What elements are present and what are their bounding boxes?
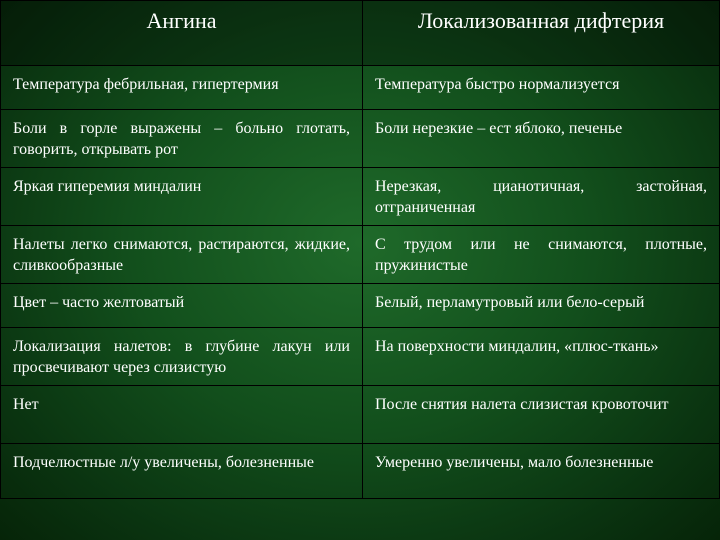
cell-angina: Нет <box>1 386 363 444</box>
cell-angina: Яркая гиперемия миндалин <box>1 168 363 226</box>
cell-diphtheria: Умеренно увеличены, мало болезненные <box>363 444 720 499</box>
cell-diphtheria: С трудом или не снимаются, плотные, пружинистые <box>363 226 720 284</box>
table-row <box>1 66 720 110</box>
table-row <box>1 444 720 499</box>
cell-angina: Подчелюстные л/у увеличены, болезненные <box>1 444 363 499</box>
table-row <box>1 284 720 328</box>
table-row <box>1 110 720 168</box>
cell-angina: Температура фебрильная, гипертермия <box>1 66 363 110</box>
table-row <box>1 168 720 226</box>
header-angina: Ангина <box>1 1 363 66</box>
cell-diphtheria: Нерезкая, цианотичная, застойная, отграниченная <box>363 168 720 226</box>
cell-diphtheria: Боли нерезкие – ест яблоко, печенье <box>363 110 720 168</box>
cell-diphtheria: Температура быстро нормализуется <box>363 66 720 110</box>
cell-angina: Локализация налетов: в глубине лакун или просвечивают через слизистую <box>1 328 363 386</box>
table-header-row <box>1 1 720 66</box>
cell-diphtheria: Белый, перламутровый или бело-серый <box>363 284 720 328</box>
cell-diphtheria: После снятия налета слизистая кровоточит <box>363 386 720 444</box>
table-row <box>1 386 720 444</box>
cell-angina: Налеты легко снимаются, растираются, жидкие, сливкообразные <box>1 226 363 284</box>
table-row <box>1 226 720 284</box>
table-row <box>1 328 720 386</box>
cell-diphtheria: На поверхности миндалин, «плюс-ткань» <box>363 328 720 386</box>
cell-angina: Боли в горле выражены – больно глотать, говорить, открывать рот <box>1 110 363 168</box>
header-diphtheria: Локализованная дифтерия <box>363 1 720 66</box>
cell-angina: Цвет – часто желтоватый <box>1 284 363 328</box>
